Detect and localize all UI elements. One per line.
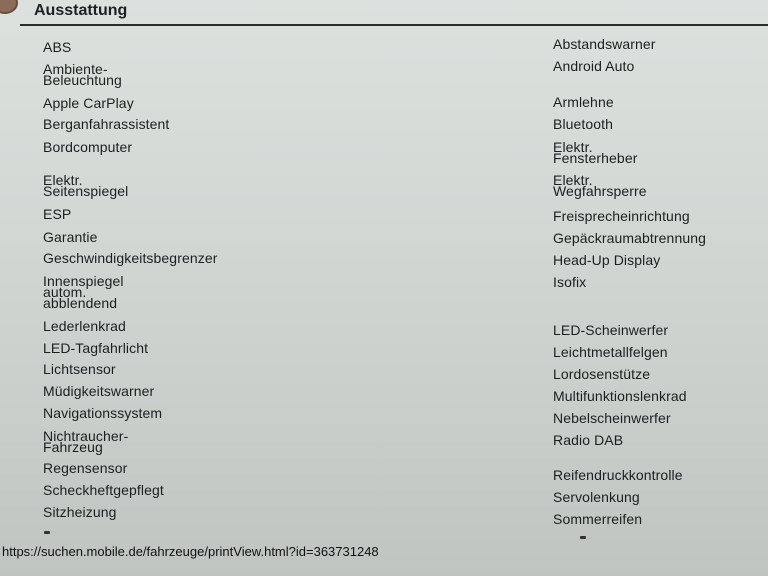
- feature-item-right: Armlehne: [553, 94, 614, 110]
- feature-item-right: Elektr. Wegfahrsperre: [553, 172, 647, 199]
- corner-shadow: [0, 0, 18, 14]
- section-title: Ausstattung: [34, 2, 128, 19]
- feature-item-left: Lederlenkrad: [43, 318, 126, 334]
- feature-item-right: Abstandswarner: [553, 36, 656, 52]
- feature-item-right: Gepäckraumabtrennung: [553, 230, 706, 246]
- feature-item-left: Elektr. Seitenspiegel: [43, 172, 129, 199]
- feature-item-right: Freisprecheinrichtung: [553, 208, 690, 224]
- section-divider: [20, 24, 768, 26]
- feature-item-right: Isofix: [553, 274, 587, 290]
- feature-item-right: Android Auto: [553, 58, 635, 74]
- cut-off-text-fragment: [44, 531, 50, 534]
- feature-item-left: Sitzheizung: [43, 504, 117, 520]
- cut-off-text-fragment: [580, 536, 586, 539]
- feature-item-right: Head-Up Display: [553, 252, 661, 268]
- feature-item-left: Müdigkeitswarner: [43, 383, 155, 399]
- feature-item-left: Navigationssystem: [43, 405, 163, 421]
- feature-item-right: LED-Scheinwerfer: [553, 322, 669, 338]
- feature-item-right: Bluetooth: [553, 116, 614, 132]
- feature-item-left: ESP: [43, 206, 72, 222]
- feature-item-right: Nebelscheinwerfer: [553, 410, 671, 426]
- feature-item-left: Garantie: [43, 229, 98, 245]
- feature-item-right: Multifunktionslenkrad: [553, 388, 687, 404]
- feature-item-right: Elektr. Fensterheber: [553, 139, 638, 166]
- feature-item-left: Ambiente- Beleuchtung: [43, 61, 122, 88]
- feature-item-left: Apple CarPlay: [43, 95, 134, 111]
- feature-item-right: Radio DAB: [553, 432, 624, 448]
- feature-item-right: Reifendruckkontrolle: [553, 467, 683, 483]
- feature-item-right: Sommerreifen: [553, 511, 643, 527]
- feature-item-left: Lichtsensor: [43, 361, 116, 377]
- feature-item-left: Nichtraucher- Fahrzeug: [43, 428, 129, 455]
- feature-item-left: Scheckheftgepflegt: [43, 482, 164, 498]
- feature-item-right: Lordosenstütze: [553, 366, 651, 382]
- feature-item-left: Geschwindigkeitsbegrenzer: [43, 250, 218, 266]
- feature-item-right: Servolenkung: [553, 489, 640, 505]
- feature-item-left: Innenspiegel autom. abblendend: [43, 273, 124, 311]
- print-url: https://suchen.mobile.de/fahrzeuge/printView.html?id=363731248: [2, 544, 379, 559]
- feature-item-left: Berganfahrassistent: [43, 116, 170, 132]
- feature-item-left: Regensensor: [43, 460, 128, 476]
- feature-item-left: ABS: [43, 39, 72, 55]
- feature-item-left: Bordcomputer: [43, 139, 133, 155]
- feature-item-right: Leichtmetallfelgen: [553, 344, 668, 360]
- feature-item-left: LED-Tagfahrlicht: [43, 340, 149, 356]
